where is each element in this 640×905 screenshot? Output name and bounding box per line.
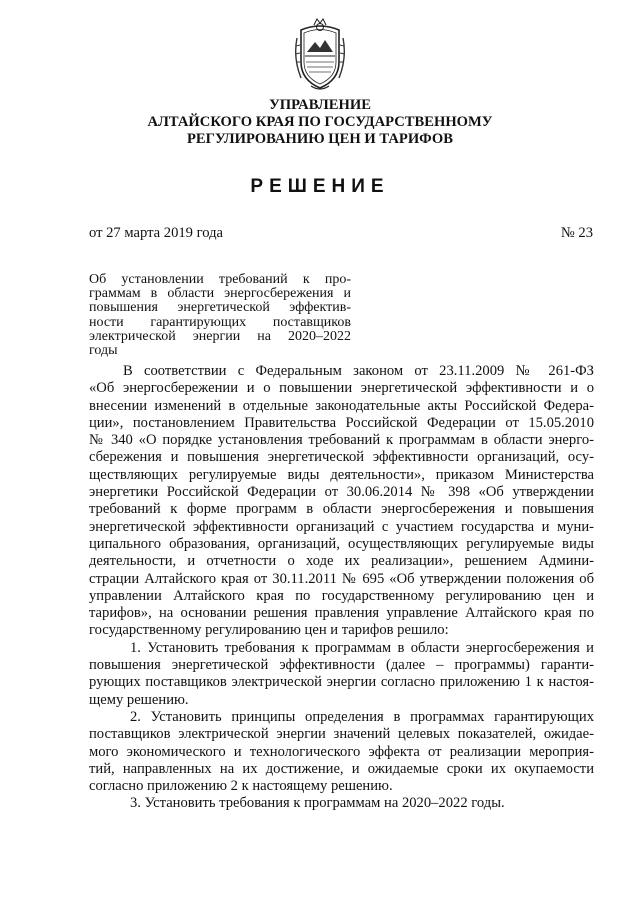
coat-of-arms-emblem (293, 18, 347, 92)
document-body (89, 363, 594, 813)
body-line: энергетики Российской Федерации от 30.06.2014 № 398 «Об утверждении (89, 484, 594, 501)
subject-line: Об установлении требований к про- (89, 272, 351, 287)
body-line: сбережения и повышения энергетической эффективности организаций, осу- (89, 449, 594, 466)
body-line: № 340 «О порядке установления требований к программам в области энерго- (89, 432, 594, 449)
subject-line: ности гарантирующих поставщиков (89, 314, 351, 330)
body-line: «Об энергосбережении и о повышении энергетической эффективности и о (89, 380, 594, 397)
document-date: от 27 марта 2019 года (89, 225, 224, 241)
body-line: 2. Установить принципы определения в программах гарантирующих (130, 708, 594, 725)
body-line: В соответствии с Федеральным законом от 23.11.2009 № 261-ФЗ (123, 363, 594, 379)
subject-line: повышения энергетической эффектив- (89, 300, 351, 316)
body-line: государственному регулированию цен и тарифов решило: (89, 622, 449, 639)
body-line: ципального образования, организаций, осуществляющих регулируемые виды (89, 535, 594, 552)
org-name-line-3: РЕГУЛИРОВАНИЮ ЦЕН И ТАРИФОВ (187, 131, 453, 147)
body-line: ществляющих регулируемые виды деятельности», приказом Министерства (89, 466, 594, 483)
body-line: тарифов», на основании решения правления управление Алтайского края по (89, 605, 594, 622)
org-name-line-1: УПРАВЛЕНИЕ (269, 97, 371, 113)
document-type-title: РЕШЕНИЕ (250, 176, 390, 197)
body-line: рующих поставщиков электрической энергии согласно приложению 1 к настоя- (89, 674, 594, 691)
body-line: управлении Алтайского края по государственному регулированию цен и (89, 587, 594, 604)
body-line: энергетической эффективности организаций с участием государства и муни- (89, 518, 594, 535)
body-line: внесении изменений в отдельные законодательные акты Российской Федера- (89, 397, 594, 414)
subject-line: годы (89, 343, 118, 359)
body-line: мого экономического и технологического эффекта от реализации мероприя- (89, 743, 594, 760)
body-line: требований к форме программ в области энергосбережения и повышения (89, 501, 594, 518)
body-line: поставщиков электрической энергии значений целевых показателей, ожидае- (89, 726, 594, 743)
body-line: согласно приложению 2 к настоящему решению. (89, 778, 393, 795)
body-line: ции», постановлением Правительства Российской Федерации от 15.05.2010 (89, 414, 594, 431)
subject-line: граммам в области энергосбережения и (89, 286, 351, 302)
body-line: 3. Установить требования к программам на 2020–2022 годы. (130, 795, 505, 812)
body-line: повышения энергетической эффективности (далее – программы) гаранти- (89, 657, 594, 674)
document-subject (89, 273, 351, 358)
body-line: 1. Установить требования к программам в области энергосбережения и (130, 639, 594, 656)
body-line: деятельности, и отчетности о ходе их реализации», решением Админи- (89, 553, 594, 570)
body-line: щему решению. (89, 691, 189, 708)
body-line: страции Алтайского края от 30.11.2011 № 695 «Об утверждении положения об (89, 570, 594, 587)
body-line: тий, направленных на их достижение, и ожидаемые сроки их окупаемости (89, 760, 594, 777)
subject-line: электрической энергии на 2020–2022 (89, 328, 351, 344)
document-number: № 23 (560, 225, 593, 241)
org-name-line-2: АЛТАЙСКОГО КРАЯ ПО ГОСУДАРСТВЕННОМУ (147, 114, 493, 130)
